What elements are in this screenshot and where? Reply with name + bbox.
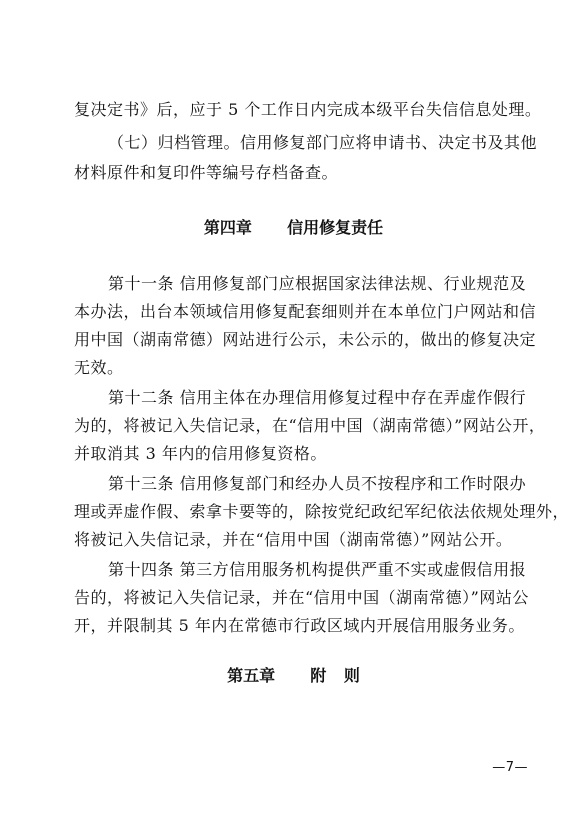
paragraph-line: 复决定书》后，应于 5 个工作日内完成本级平台失信信息处理。 <box>74 100 542 119</box>
article-line: 将被记入失信记录，并在“信用中国（湖南常德）”网站公开。 <box>74 530 513 549</box>
article-line: 第十二条 信用主体在办理信用修复过程中存在弄虚作假行 <box>108 388 527 407</box>
article-line: 无效。 <box>74 358 124 377</box>
article-line: 开，并限制其 5 年内在常德市行政区域内开展信用服务业务。 <box>74 616 525 635</box>
paragraph-line: 材料原件和复印件等编号存档备查。 <box>74 163 339 182</box>
article-line: 第十四条 第三方信用服务机构提供严重不实或虚假信用报 <box>108 560 527 579</box>
article-line: 并取消其 3 年内的信用修复资格。 <box>74 444 327 463</box>
article-line: 理或弄虚作假、索拿卡要等的，除按党纪政纪军纪依法依规处理外， <box>74 502 570 521</box>
article-line: 告的，将被记入失信记录，并在“信用中国（湖南常德）”网站公 <box>74 588 529 607</box>
article-line: 本办法，出台本领域信用修复配套细则并在本单位门户网站和信 <box>74 302 537 321</box>
article-line: 用中国（湖南常德）网站进行公示，未公示的，做出的修复决定 <box>74 330 537 349</box>
chapter-heading: 第四章 信用修复责任 <box>203 218 384 237</box>
page-number: —7— <box>492 760 528 775</box>
chapter-heading: 第五章 附 则 <box>227 666 360 685</box>
paragraph-line: （七）归档管理。信用修复部门应将申请书、决定书及其他 <box>108 133 538 152</box>
article-line: 为的，将被记入失信记录，在“信用中国（湖南常德）”网站公开， <box>74 416 546 435</box>
article-line: 第十三条 信用修复部门和经办人员不按程序和工作时限办 <box>108 474 527 493</box>
article-line: 第十一条 信用修复部门应根据国家法律法规、行业规范及 <box>108 274 527 293</box>
